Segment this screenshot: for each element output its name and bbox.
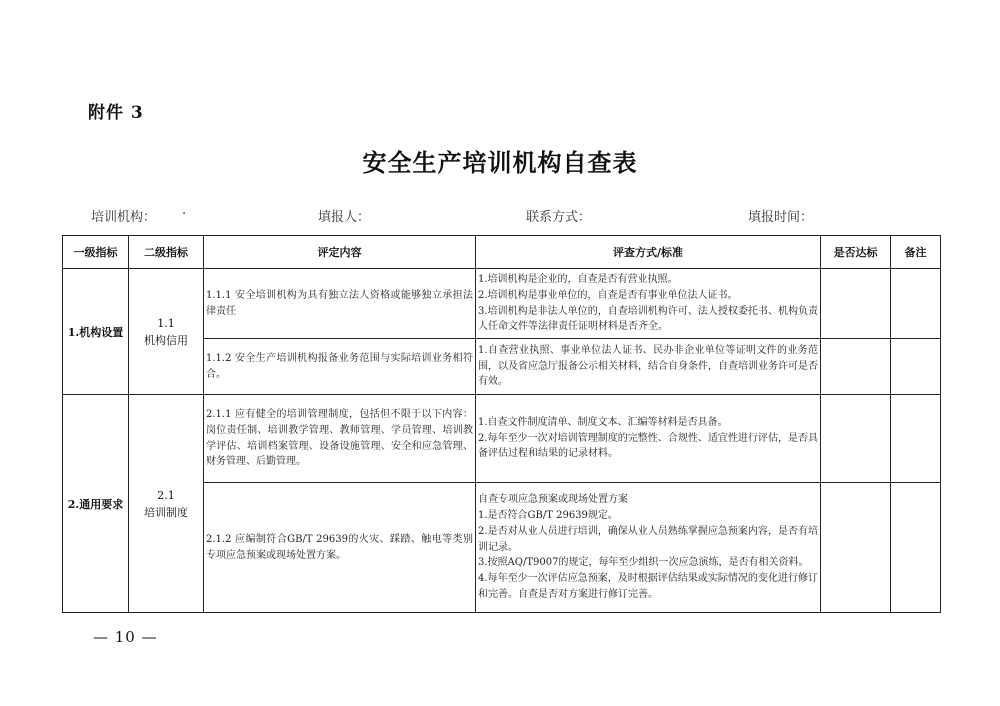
method-cell <box>476 269 821 339</box>
level2-number: 2.1 <box>157 488 175 502</box>
method-line: 2.每年至少一次对培训管理制度的完整性、合规性、适宜性进行评估，是否具备评估过程和结果的记录材料。 <box>478 432 818 460</box>
content-cell: 1.1.1 安全培训机构为具有独立法人资格或能够独立承担法律责任 <box>204 269 476 339</box>
contact-field-label: 联系方式： <box>526 210 592 225</box>
compliant-cell[interactable] <box>821 395 891 483</box>
method-cell <box>476 339 821 395</box>
filler-field-label: 填报人： <box>318 210 371 225</box>
header-level2: 二级指标 <box>129 236 204 269</box>
level2-name: 培训制度 <box>144 505 188 519</box>
table-row <box>63 395 941 483</box>
method-line: 1.自查文件制度清单、制度文本、汇编等材料是否具备。 <box>478 416 728 428</box>
method-cell <box>476 483 821 613</box>
content-cell: 2.1.2 应编制符合GB/T 29639的火灾、踩踏、触电等类别专项应急预案或现场处置方案。 <box>204 483 476 613</box>
method-line: 1.自查营业执照、事业单位法人证书、民办非企业单位等证明文件的业务范围，以及省应急厅报备公示相关材料，结合自身条件，自查培训业务许可是否有效。 <box>478 344 818 388</box>
remarks-cell[interactable] <box>891 339 941 395</box>
attachment-label: 附件 3 <box>88 103 144 123</box>
method-cell <box>476 395 821 483</box>
header-fields <box>0 203 1000 225</box>
table-header-row <box>63 236 941 269</box>
compliant-cell[interactable] <box>821 269 891 339</box>
header-level1: 一级指标 <box>63 236 129 269</box>
level2-number: 1.1 <box>157 316 175 330</box>
header-compliant: 是否达标 <box>821 236 891 269</box>
method-line: 1.培训机构是企业的，自查是否有营业执照。 <box>478 273 678 285</box>
header-remarks: 备注 <box>891 236 941 269</box>
compliant-cell[interactable] <box>821 339 891 395</box>
method-line: 2.培训机构是事业单位的，自查是否有事业单位法人证书。 <box>478 289 738 301</box>
remarks-cell[interactable] <box>891 483 941 613</box>
page-number: — 10 — <box>93 628 158 646</box>
institution-field-mark: . <box>182 203 187 218</box>
content-cell: 2.1.1 应有健全的培训管理制度，包括但不限于以下内容：岗位责任制、培训教学管理、教师管理、学员管理、培训教学评估、培训档案管理、设备设施管理、安全和应急管理、财务管理、后勤管理。 <box>204 395 476 483</box>
method-line: 1.是否符合GB/T 29639规定。 <box>478 510 618 521</box>
method-line: 自查专项应急预案或现场处置方案 <box>478 494 628 506</box>
content-cell: 1.1.2 安全生产培训机构报备业务范围与实际培训业务相符合。 <box>204 339 476 395</box>
level1-cell: 1.机构设置 <box>63 269 129 395</box>
method-line: 3.培训机构是非法人单位的，自查培训机构许可、法人授权委托书、机构负责人任命文件等法律责任证明材料是否齐全。 <box>478 305 818 333</box>
self-check-table <box>62 235 941 613</box>
table-row <box>63 269 941 339</box>
time-field-label: 填报时间： <box>748 210 814 225</box>
level2-cell <box>129 269 204 395</box>
remarks-cell[interactable] <box>891 395 941 483</box>
method-line: 3.按照AQ/T9007的规定，每年至少组织一次应急演练，是否有相关资料。 <box>478 557 809 569</box>
institution-field-label: 培训机构： <box>91 210 157 225</box>
level2-name: 机构信用 <box>144 333 188 347</box>
remarks-cell[interactable] <box>891 269 941 339</box>
header-content: 评定内容 <box>204 236 476 269</box>
method-line: 4.每年至少一次评估应急预案，及时根据评估结果或实际情况的变化进行修订和完善。自查是否对方案进行修订完善。 <box>478 573 818 600</box>
level2-cell <box>129 395 204 613</box>
header-method: 评查方式/标准 <box>476 236 821 269</box>
level1-cell: 2.通用要求 <box>63 395 129 613</box>
compliant-cell[interactable] <box>821 483 891 613</box>
method-line: 2.是否对从业人员进行培训，确保从业人员熟练掌握应急预案内容，是否有培训记录。 <box>478 525 818 553</box>
document-title: 安全生产培训机构自查表 <box>362 148 638 177</box>
